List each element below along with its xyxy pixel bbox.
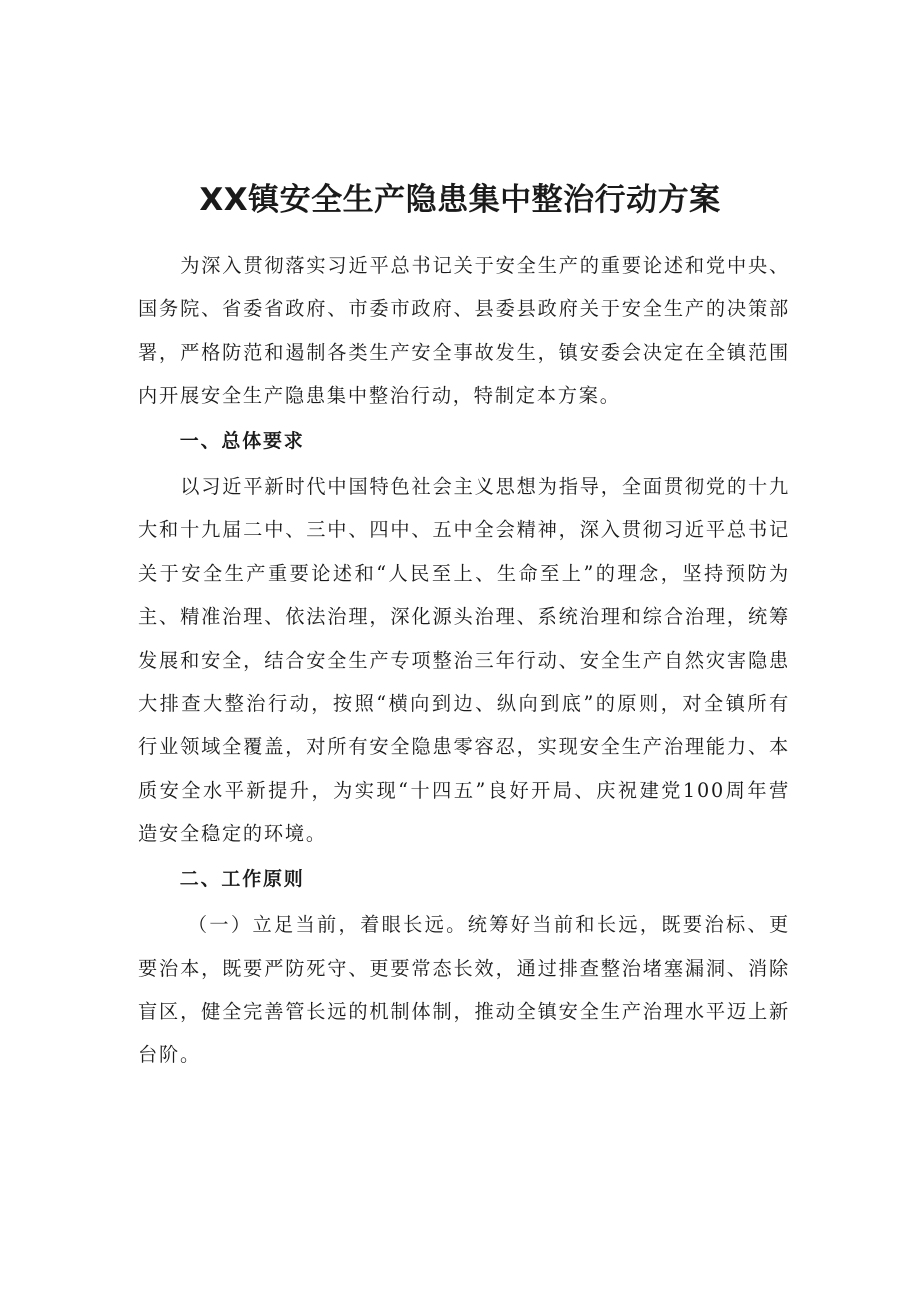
intro-paragraph: 为深入贯彻落实习近平总书记关于安全生产的重要论述和党中央、国务院、省委省政府、市委市政府、县委县政府关于安全生产的决策部署，严格防范和遏制各类生产安全事故发生，镇安委会决定在全镇范围内开展安全生产隐患集中整治行动，特制定本方案。	[138, 254, 790, 408]
section-paragraph: （一）立足当前，着眼长远。统筹好当前和长远，既要治标、更要治本，既要严防死守、更要常态长效，通过排查整治堵塞漏洞、消除盲区，健全完善管长远的机制体制，推动全镇安全生产治理水平迈上新台阶。	[138, 913, 790, 1067]
section-work-principles	[138, 856, 790, 1077]
section-heading: 二、工作原则	[179, 867, 305, 890]
document-body	[138, 244, 790, 1077]
document-title: XX镇安全生产隐患集中整治行动方案	[199, 182, 721, 218]
section-general-requirements	[138, 418, 790, 856]
section-heading: 一、总体要求	[179, 429, 305, 452]
section-paragraph: 以习近平新时代中国特色社会主义思想为指导，全面贯彻党的十九大和十九届二中、三中、四中、五中全会精神，深入贯彻习近平总书记关于安全生产重要论述和“人民至上、生命至上”的理念，坚持预防为主、精准治理、依法治理，深化源头治理、系统治理和综合治理，统筹发展和安全，结合安全生产专项整治三年行动、安全生产自然灾害隐患大排查大整治行动，按照“横向到边、纵向到底”的原则，对全镇所有行业领域全覆盖，对所有安全隐患零容忍，实现安全生产治理能力、本质安全水平新提升，为实现“十四五”良好开局、庆祝建党100周年营造安全稳定的环境。	[138, 475, 790, 846]
